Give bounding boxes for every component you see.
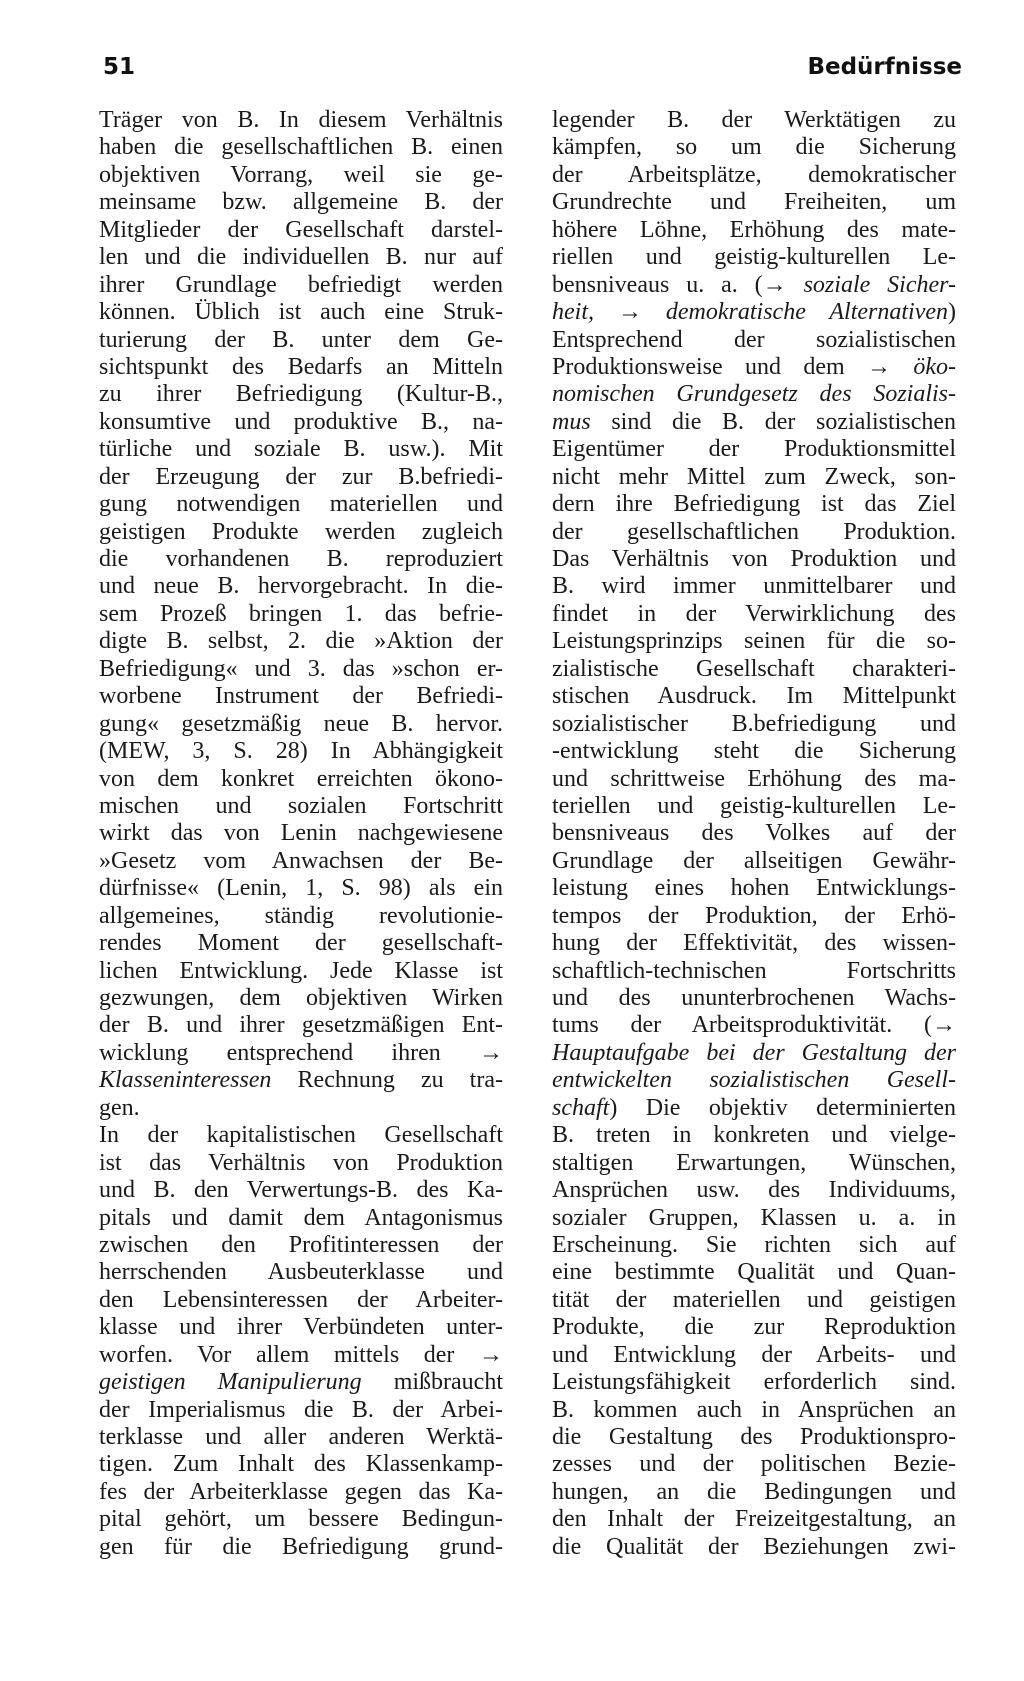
text-line <box>99 436 503 463</box>
text-line <box>552 1506 956 1533</box>
text-run: zu ihrer Befriedigung (Kultur-B., <box>99 381 503 408</box>
text-run: die vorhandenen B. reproduziert <box>99 546 503 572</box>
text-line <box>99 848 503 875</box>
text-run: und B. den Verwertungs-B. des Ka- <box>99 1177 503 1204</box>
text-line <box>99 1424 503 1451</box>
text-line <box>552 1012 956 1039</box>
text-run: terklasse und aller anderen Werktä- <box>99 1424 503 1450</box>
text-line <box>552 217 956 244</box>
text-line <box>99 299 503 326</box>
text-line <box>552 1451 956 1478</box>
page-number: 51 <box>103 54 136 80</box>
text-line <box>99 656 503 683</box>
text-run: sozialistischer B.befriedigung und <box>552 710 956 737</box>
text-run: allgemeines, ständig revolutionie- <box>99 902 503 929</box>
text-run: stischen Ausdruck. Im Mittelpunkt <box>552 683 956 710</box>
text-run: digte B. selbst, 2. die »Aktion der <box>99 628 503 655</box>
text-line <box>99 601 503 628</box>
text-run: und des ununterbrochenen Wachs- <box>552 985 956 1011</box>
text-run: mißbraucht <box>361 1369 503 1396</box>
text-run: Entsprechend der sozialistischen <box>552 326 956 353</box>
text-run: meinsame bzw. allgemeine B. der <box>99 189 503 216</box>
text-run: Ansprüchen usw. des Individuums, <box>552 1177 956 1204</box>
text-line <box>99 1534 503 1561</box>
text-run: von dem konkret erreichten ökono- <box>99 765 503 792</box>
text-run: hungen, an die Bedingungen und <box>552 1478 956 1505</box>
text-run: dürfnisse« (Lenin, 1, S. 98) als ein <box>99 875 503 902</box>
text-line <box>552 464 956 491</box>
italic-term: Klasseninteressen <box>99 1067 272 1094</box>
text-line <box>552 985 956 1012</box>
text-line <box>99 738 503 765</box>
text-run: Produkte, die zur Reproduktion <box>552 1314 956 1341</box>
text-line <box>552 1397 956 1424</box>
text-run: ) Die objektiv determinierten <box>609 1094 956 1121</box>
text-run: bensniveaus des Volkes auf der <box>552 820 956 847</box>
text-run: klasse und ihrer Verbündeten unter- <box>99 1314 503 1341</box>
text-run: B. treten in konkreten und vielge- <box>552 1122 956 1149</box>
text-line <box>552 409 956 436</box>
text-line <box>99 272 503 299</box>
text-run: legender B. der Werktätigen zu <box>552 107 956 133</box>
text-line <box>99 711 503 738</box>
text-line <box>99 1150 503 1177</box>
text-run: staltigen Erwartungen, Wünschen, <box>552 1149 956 1176</box>
text-run: sozialer Gruppen, Klassen u. a. in <box>552 1204 956 1231</box>
text-line <box>552 1177 956 1204</box>
text-run: Leistungsprinzips seinen für die so- <box>552 628 956 655</box>
text-run: objektiven Vorrang, weil sie ge- <box>99 161 503 188</box>
text-run: nicht mehr Mittel zum Zweck, son- <box>552 463 956 490</box>
text-run: pital gehört, um bessere Bedingun- <box>99 1506 503 1533</box>
text-column-left <box>99 107 503 1561</box>
text-line <box>99 491 503 518</box>
text-line <box>552 683 956 710</box>
text-line <box>99 1479 503 1506</box>
text-line <box>99 573 503 600</box>
text-run: bensniveaus u. a. (→ <box>552 271 804 298</box>
italic-term: mus <box>552 408 591 435</box>
text-line <box>99 930 503 957</box>
text-line <box>99 107 503 134</box>
text-run: eine bestimmte Qualität und Quan- <box>552 1259 956 1286</box>
text-run: → <box>594 299 666 326</box>
text-line <box>552 1040 956 1067</box>
text-line <box>99 1122 503 1149</box>
text-run: gung« gesetzmäßig neue B. hervor. <box>99 710 503 737</box>
text-line <box>552 491 956 518</box>
text-line <box>99 189 503 216</box>
text-run: lichen Entwicklung. Jede Klasse ist <box>99 957 503 984</box>
text-run: mischen und sozialen Fortschritt <box>99 792 503 819</box>
text-run: hung der Effektivität, des wissen- <box>552 930 956 957</box>
text-line <box>99 1040 503 1067</box>
text-line <box>552 272 956 299</box>
text-line <box>99 1342 503 1369</box>
text-run: tigen. Zum Inhalt des Klassenkamp- <box>99 1451 503 1478</box>
text-run: Befriedigung« und 3. das »schon er- <box>99 655 503 682</box>
text-run: Mitglieder der Gesellschaft darstel- <box>99 216 503 243</box>
text-line <box>99 162 503 189</box>
text-run: leistung eines hohen Entwicklungs- <box>552 875 956 902</box>
text-line <box>99 1012 503 1039</box>
text-line <box>99 1259 503 1286</box>
text-line <box>552 354 956 381</box>
text-run: haben die gesellschaftlichen B. einen <box>99 134 503 161</box>
italic-term: nomischen Grundgesetz des Sozialis- <box>552 381 956 408</box>
text-run: zialistische Gesellschaft charakteri- <box>552 655 956 682</box>
text-line <box>552 1232 956 1259</box>
text-line <box>552 134 956 161</box>
text-line <box>99 1314 503 1341</box>
text-run: »Gesetz vom Anwachsen der Be- <box>99 847 503 874</box>
text-line <box>99 464 503 491</box>
text-line <box>552 107 956 134</box>
text-run: türliche und soziale B. usw.). Mit <box>99 436 503 463</box>
text-run: Grundlage der allseitigen Gewähr- <box>552 847 956 874</box>
text-run: ist das Verhältnis von Produktion <box>99 1149 503 1176</box>
text-run: höhere Löhne, Erhöhung des mate- <box>552 216 956 243</box>
text-run: sichtspunkt des Bedarfs an Mitteln <box>99 353 503 380</box>
text-line <box>552 766 956 793</box>
text-line <box>552 299 956 326</box>
text-run: konsumtive und produktive B., na- <box>99 408 503 435</box>
text-run: wirkt das von Lenin nachgewiesene <box>99 820 503 847</box>
text-line <box>552 628 956 655</box>
text-run: Erscheinung. Sie richten sich auf <box>552 1231 956 1258</box>
text-run: und Entwicklung der Arbeits- und <box>552 1341 956 1368</box>
italic-term: Hauptaufgabe bei der Gestaltung der <box>552 1039 956 1066</box>
text-line <box>99 134 503 161</box>
text-line <box>552 820 956 847</box>
text-line <box>552 1424 956 1451</box>
text-line <box>552 711 956 738</box>
text-line <box>552 244 956 271</box>
text-run: gen. <box>99 1094 140 1121</box>
text-run: dern ihre Befriedigung ist das Ziel <box>552 491 956 518</box>
text-run: Leistungsfähigkeit erforderlich sind. <box>552 1369 956 1396</box>
text-line <box>99 1451 503 1478</box>
text-run: geistigen Produkte werden zugleich <box>99 518 503 545</box>
text-run: (MEW, 3, S. 28) In Abhängigkeit <box>99 738 503 765</box>
text-run: und neue B. hervorgebracht. In die- <box>99 573 503 600</box>
text-run: -entwicklung steht die Sicherung <box>552 738 956 765</box>
text-run: der Imperialismus die B. der Arbei- <box>99 1396 503 1423</box>
text-run: schaftlich-technischen Fortschritts <box>552 957 956 984</box>
text-line <box>99 1177 503 1204</box>
text-line <box>552 793 956 820</box>
text-line <box>99 628 503 655</box>
text-line <box>552 875 956 902</box>
text-line <box>552 903 956 930</box>
text-line <box>99 1287 503 1314</box>
text-run: den Inhalt der Freizeitgestaltung, an <box>552 1506 956 1533</box>
text-run: der Erzeugung der zur B.befriedi- <box>99 463 503 490</box>
text-line <box>99 766 503 793</box>
text-run: worfen. Vor allem mittels der → <box>99 1341 503 1368</box>
italic-term: entwickelten sozialistischen Gesell- <box>552 1067 956 1094</box>
text-run: kämpfen, so um die Sicherung <box>552 134 956 161</box>
italic-term: geistigen Manipulierung <box>99 1369 362 1396</box>
text-line <box>552 1122 956 1149</box>
text-line <box>552 1342 956 1369</box>
text-line <box>552 573 956 600</box>
text-run: turierung der B. unter dem Ge- <box>99 326 503 353</box>
text-run: Rechnung zu tra- <box>271 1067 503 1094</box>
text-run: Grundrechte und Freiheiten, um <box>552 189 956 216</box>
text-run: tempos der Produktion, der Erhö- <box>552 902 956 929</box>
text-run: herrschenden Ausbeuterklasse und <box>99 1259 503 1286</box>
text-line <box>552 381 956 408</box>
text-line <box>552 1205 956 1232</box>
text-line <box>552 1479 956 1506</box>
text-run: sind die B. der sozialistischen <box>590 408 956 435</box>
italic-term: demokratische Alternativen <box>665 299 949 326</box>
text-line <box>552 930 956 957</box>
text-line <box>99 820 503 847</box>
text-run: gung notwendigen materiellen und <box>99 491 503 518</box>
text-run: ) <box>948 299 957 326</box>
text-line <box>552 1287 956 1314</box>
text-line <box>552 1314 956 1341</box>
text-line <box>99 683 503 710</box>
text-column-right <box>552 107 956 1561</box>
text-line <box>99 546 503 573</box>
text-line <box>552 1369 956 1396</box>
text-line <box>99 354 503 381</box>
text-run: B. kommen auch in Ansprüchen an <box>552 1396 956 1423</box>
text-run: Produktionsweise und dem → <box>552 353 914 380</box>
text-run: Träger von B. In diesem Verhältnis <box>99 107 503 133</box>
text-run: rendes Moment der gesellschaft- <box>99 930 503 957</box>
text-line <box>99 1397 503 1424</box>
text-line <box>99 985 503 1012</box>
text-run: können. Üblich ist auch eine Struk- <box>99 299 503 326</box>
text-run: Eigentümer der Produktionsmittel <box>552 436 956 463</box>
text-line <box>552 848 956 875</box>
text-run: der gesellschaftlichen Produktion. <box>552 518 956 545</box>
text-line <box>552 189 956 216</box>
text-line <box>552 1534 956 1561</box>
italic-term: soziale Sicher- <box>803 271 956 298</box>
italic-term: öko- <box>913 353 956 380</box>
text-line <box>99 793 503 820</box>
text-line <box>99 903 503 930</box>
text-line <box>99 409 503 436</box>
text-run: B. wird immer unmittelbarer und <box>552 573 956 600</box>
text-line <box>552 656 956 683</box>
text-run: Das Verhältnis von Produktion und <box>552 546 956 572</box>
text-line <box>552 519 956 546</box>
text-run: zesses und der politischen Bezie- <box>552 1451 956 1478</box>
text-run: gezwungen, dem objektiven Wirken <box>99 985 503 1011</box>
italic-term: schaft <box>552 1094 610 1121</box>
text-run: die Qualität der Beziehungen zwi- <box>552 1533 956 1560</box>
text-line <box>99 327 503 354</box>
text-line <box>552 738 956 765</box>
text-line <box>99 1067 503 1094</box>
text-run: zwischen den Profitinteressen der <box>99 1231 503 1258</box>
text-line <box>552 958 956 985</box>
text-run: ihrer Grundlage befriedigt werden <box>99 271 503 298</box>
text-line <box>99 1232 503 1259</box>
text-line <box>552 1150 956 1177</box>
text-line <box>99 1095 503 1122</box>
text-line <box>99 519 503 546</box>
text-line <box>99 1205 503 1232</box>
text-line <box>99 244 503 271</box>
text-line <box>99 1369 503 1396</box>
text-run: gen für die Befriedigung grund- <box>99 1533 503 1560</box>
text-run: der B. und ihrer gesetzmäßigen Ent- <box>99 1012 503 1039</box>
text-run: sem Prozeß bringen 1. das befrie- <box>99 600 503 627</box>
text-run: teriellen und geistig-kulturellen Le- <box>552 792 956 819</box>
text-line <box>99 875 503 902</box>
text-run: die Gestaltung des Produktionspro- <box>552 1424 956 1450</box>
text-run: und schrittweise Erhöhung des ma- <box>552 765 956 792</box>
text-line <box>552 1067 956 1094</box>
text-line <box>552 1259 956 1286</box>
text-line <box>552 436 956 463</box>
text-run: In der kapitalistischen Gesellschaft <box>99 1122 503 1149</box>
text-line <box>99 958 503 985</box>
text-line <box>552 601 956 628</box>
text-line <box>552 1095 956 1122</box>
text-run: pitals und damit dem Antagonismus <box>99 1204 503 1231</box>
text-line <box>99 217 503 244</box>
text-run: worbene Instrument der Befriedi- <box>99 683 503 710</box>
italic-term: heit, <box>552 299 594 326</box>
text-run: der Arbeitsplätze, demokratischer <box>552 161 956 188</box>
text-run: findet in der Verwirklichung des <box>552 600 956 627</box>
text-run: wicklung entsprechend ihren → <box>99 1039 503 1066</box>
text-run: fes der Arbeiterklasse gegen das Ka- <box>99 1478 503 1505</box>
running-head: Bedürfnisse <box>807 54 962 80</box>
text-line <box>99 1506 503 1533</box>
text-line <box>99 381 503 408</box>
text-run: tums der Arbeitsproduktivität. (→ <box>552 1012 956 1039</box>
text-run: len und die individuellen B. nur auf <box>99 244 503 271</box>
text-line <box>552 327 956 354</box>
text-run: tität der materiellen und geistigen <box>552 1286 956 1313</box>
page-header <box>103 54 962 94</box>
text-run: den Lebensinteressen der Arbeiter- <box>99 1286 503 1313</box>
text-run: riellen und geistig-kulturellen Le- <box>552 244 956 271</box>
text-line <box>552 546 956 573</box>
text-line <box>552 162 956 189</box>
